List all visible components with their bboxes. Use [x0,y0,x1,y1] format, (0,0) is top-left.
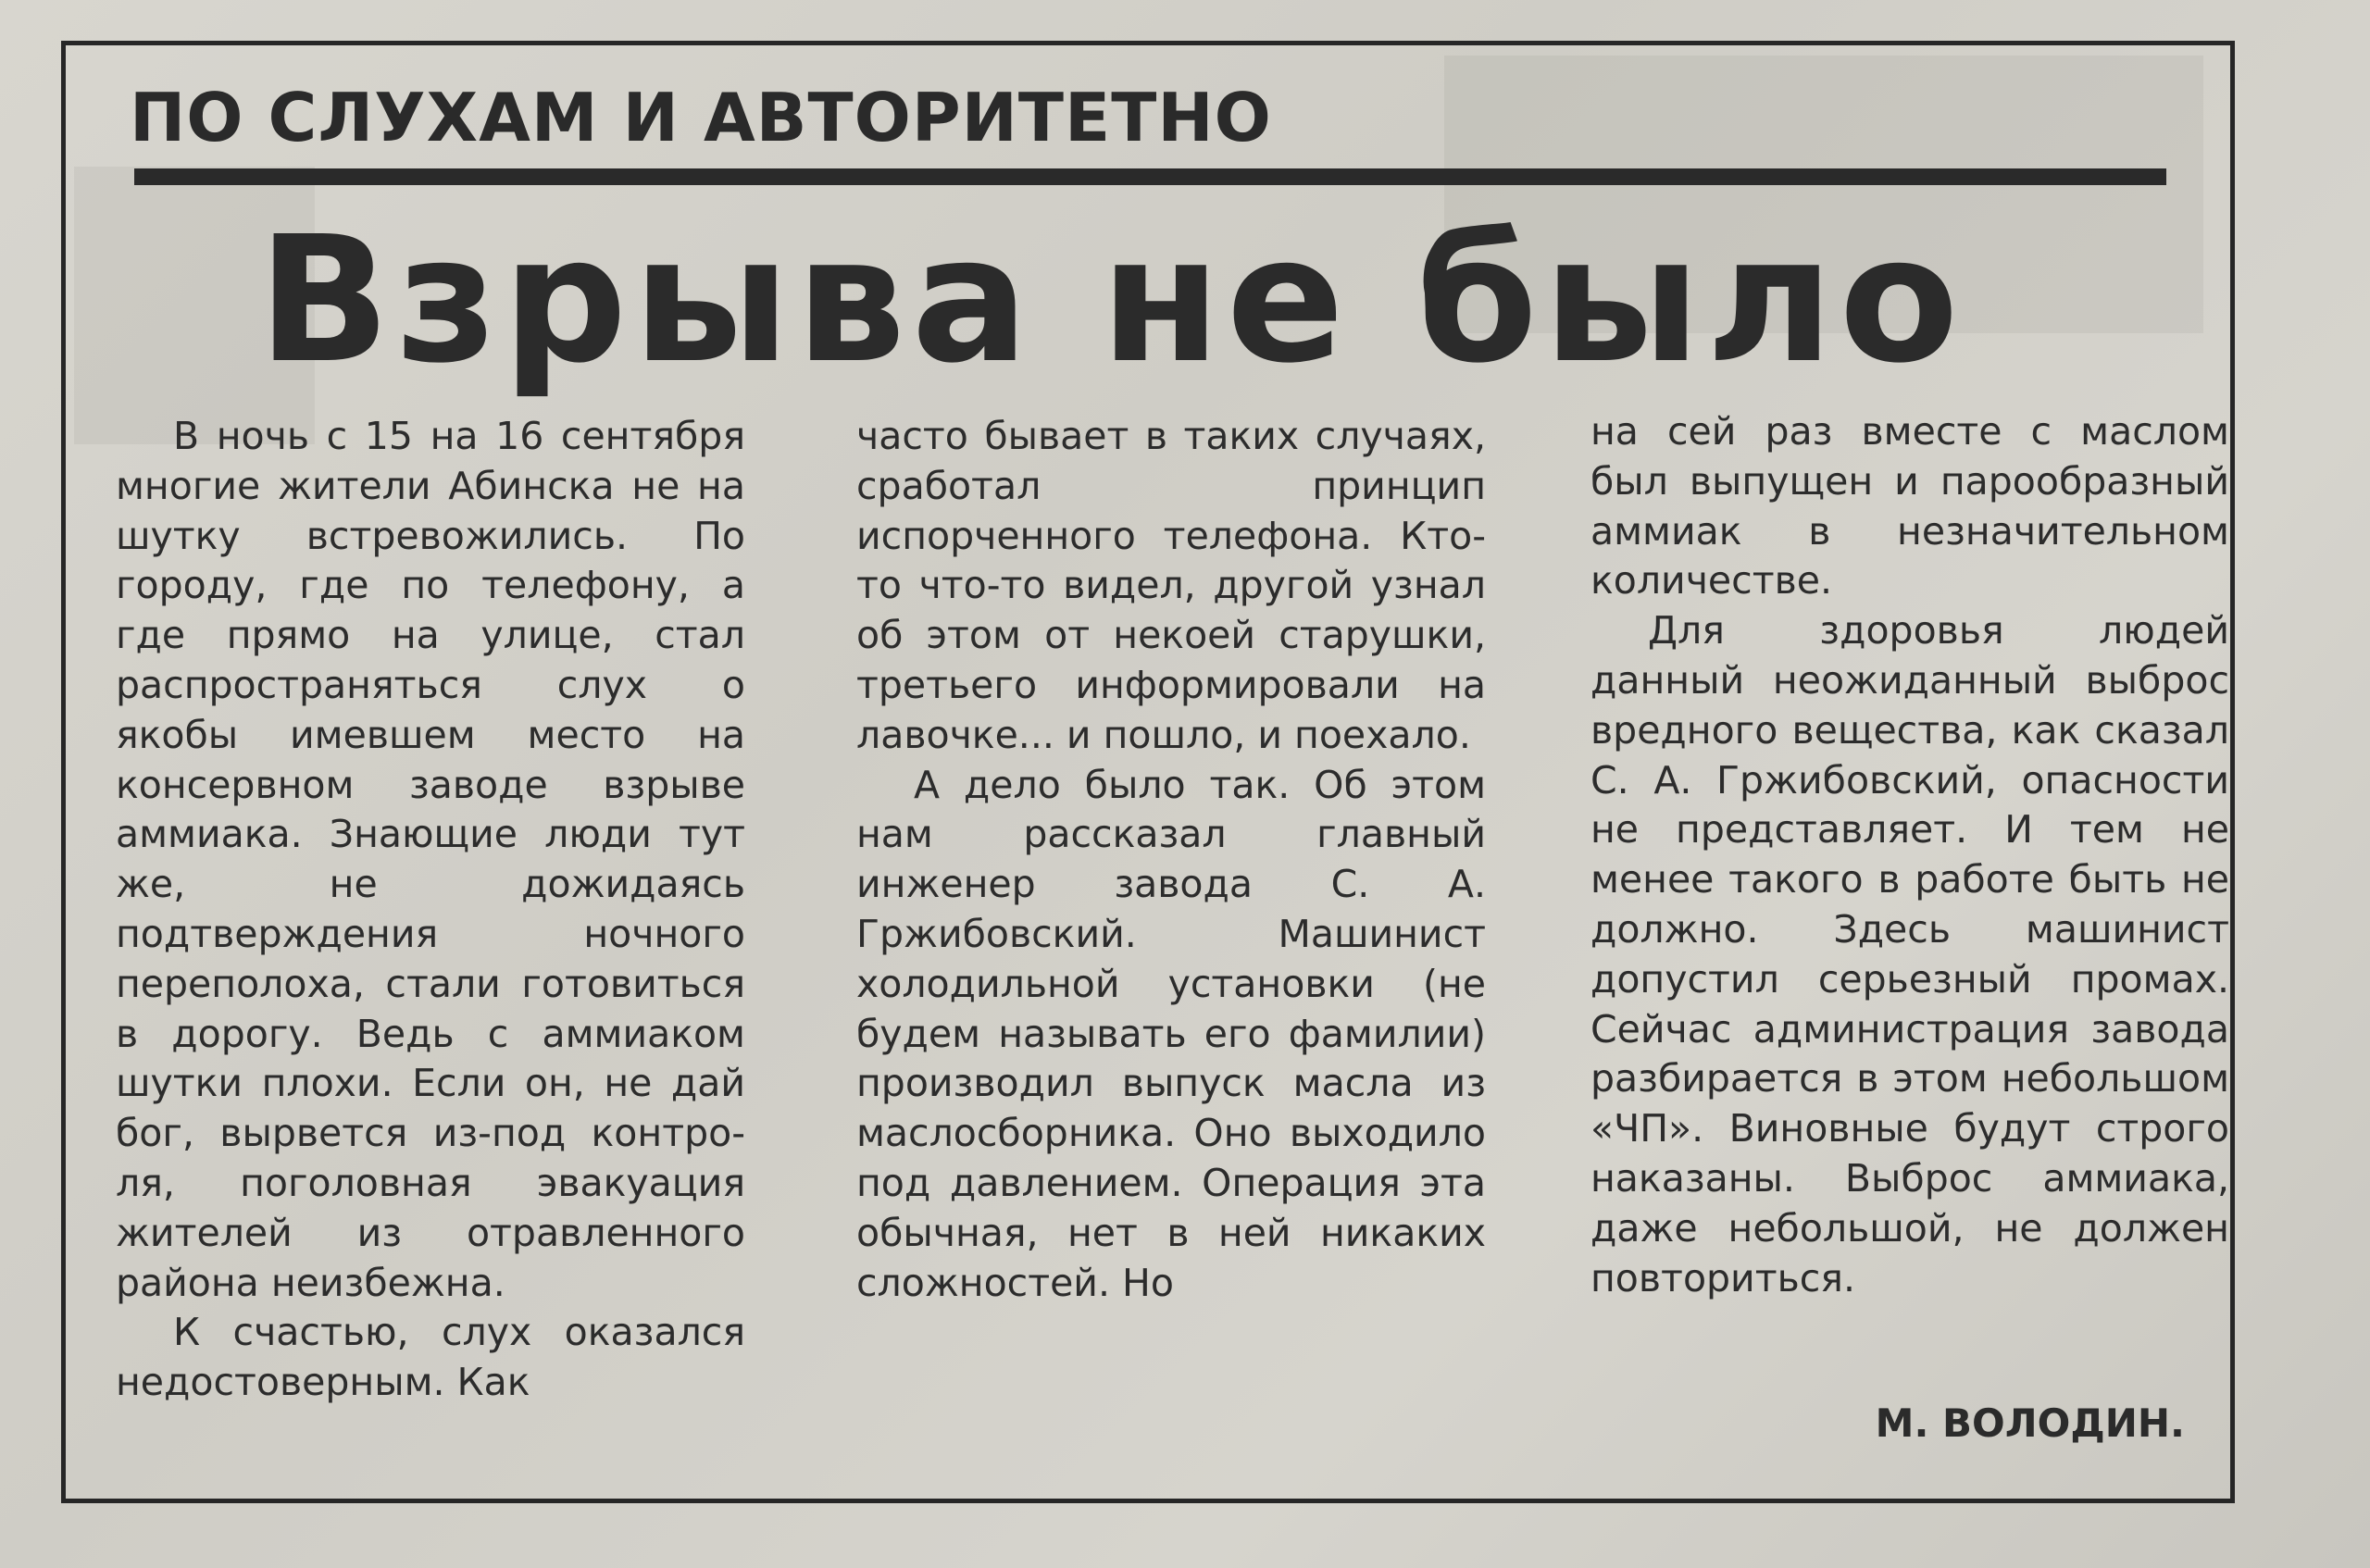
paragraph: К счастью, слух оказался недостоверным. Как [116,1310,745,1405]
article-column-3 [1590,407,2229,1303]
article-headline: Взрыва не было [257,199,1965,402]
paragraph: В ночь с 15 на 16 сентября многие жители Абинска не на шутку встревожились. По городу, где по телефону, а где прямо на улице, стал распространяться слух о якобы имевшем место на консервном заводе взрыве аммиака. Знающие люди тут же, не дожидаясь подтверждения ночного переполоха, стали готовиться в дорогу. Ведь с аммиаком шутки плохи. Если он, не дай бог, вырвется из-под контроля, поголовная эвакуация жителей из отравленного района неизбежна. [116,414,745,1305]
paragraph: Для здоровья людей данный неожиданный выброс вредного вещества, как сказал С. А. Гржибовский, опасности не представляет. И тем не менее такого в работе быть не должно. Здесь машинист допустил серьезный промах. Сейчас администрация завода разбирается в этом небольшом «ЧП». Виновные будут строго наказаны. Выброс аммиака, даже небольшой, не должен повториться. [1590,608,2229,1300]
rubric-heading: ПО СЛУХАМ И АВТОРИТЕТНО [130,79,1272,156]
paragraph: часто бывает в таких случаях, сработал принцип испорченного телефона. Кто-то что-то видел, другой узнал об этом от некоей старушки, третьего информировали на лавочке... и пошло, и поехало. [856,414,1486,757]
article-column-2 [856,412,1486,1308]
paragraph: на сей раз вместе с маслом был выпущен и парообразный аммиак в незначительном количестве. [1590,409,2229,604]
paragraph: А дело было так. Об этом нам рассказал главный инженер завода С. А. Гржибовский. Машинист холодильной установки (не будем называть его фамилии) производил выпуск масла из маслосборника. Оно выходило под давлением. Операция эта обычная, нет в ней никаких сложностей. Но [856,762,1486,1305]
author-signature: М. ВОЛОДИН. [1875,1400,2185,1446]
rubric-rule [134,168,2166,185]
article-column-1 [116,412,745,1408]
